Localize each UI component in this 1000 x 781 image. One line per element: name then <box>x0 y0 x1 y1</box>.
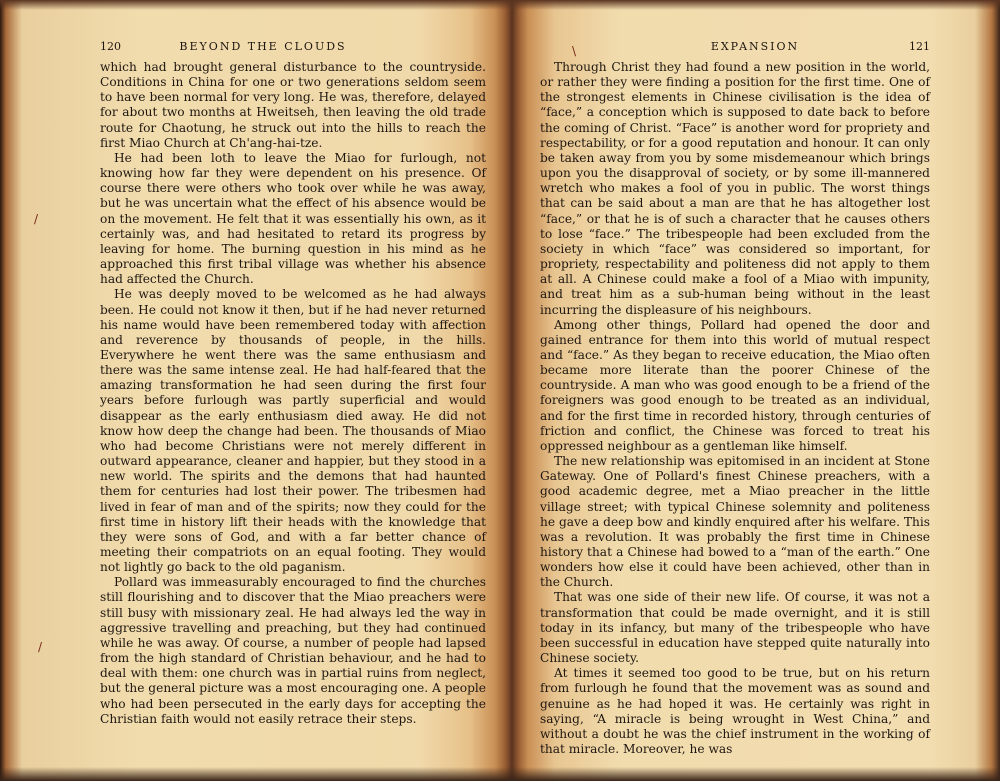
paragraph: Pollard was immeasurably encouraged to find the churches still flourishing and to discover that the Miao preachers were still busy with missionary zeal. He had always led the way in aggressive travelling and preaching, but they had continued while he was away. Of course, a number of people had lapsed from the high standard of Christian behaviour, and he had to deal with them: one church was in partial ruins from neglect, but the general picture was a most encouraging one. A people who had been persecuted in the early days for accepting the Christian faith would not easily retrace their steps. <box>100 575 486 726</box>
paragraph: The new relationship was epitomised in an incident at Stone Gateway. One of Pollard's finest Chinese preachers, with a good academic degree, met a Miao preacher in the little village street; with typical Chinese solemnity and politeness he gave a deep bow and kindly enquired after his welfare. This was a revolution. It was probably the first time in Chinese history that a Chinese had bowed to a “man of the earth.” One wonders how else it could have been achieved, other than in the Church. <box>540 454 930 590</box>
paragraph: Through Christ they had found a new position in the world, or rather they were finding a position for the first time. One of the strongest elements in Chinese civilisation is the idea of “face,” a conception which is supposed to date back to before the coming of Christ. “Face” is another word for propriety and respectability, or for a good reputation and honour. It can only be taken away from you by some misdemeanour which brings upon you the disapproval of society, or by some ill-mannered wretch who makes a fool of you in public. The worst things that can be said about a man are that he has altogether lost “face,” or that he is of such a character that he causes others to lose “face.” The tribespeople had been excluded from the society in which “face” was considered so important, for propriety, respectability and politeness did not apply to them at all. A Chinese could make a fool of a Miao with impunity, and treat him as a sub-human being without in the least incurring the displeasure of his neighbours. <box>540 60 930 317</box>
paragraph: which had brought general disturbance to the countryside. Conditions in China for one or two generations seldom seem to have been normal for very long. He was, therefore, delayed for about two months at Hweitseh, then leaving the old trade route for Chaotung, he struck out into the hills to reach the first Miao Church at Ch'ang-hai-tze. <box>100 60 486 150</box>
running-head: EXPANSION <box>710 40 800 53</box>
running-head: BEYOND THE CLOUDS <box>179 40 347 53</box>
margin-mark: \ <box>572 44 577 58</box>
right-body <box>540 60 930 757</box>
right-header <box>540 40 930 54</box>
paragraph: At times it seemed too good to be true, but on his return from furlough he found that the movement was as sound and genuine as he had hoped it was. He certainly was right in saying, “A miracle is being wrought in West China,” and without a doubt he was the chief instrument in the working of that miracle. Moreover, he was <box>540 666 930 757</box>
top-shadow <box>0 0 1000 10</box>
right-page <box>540 40 930 757</box>
paragraph: He had been loth to leave the Miao for furlough, not knowing how far they were dependent on his presence. Of course there were others who took over while he was away, but he was uncertain what the effect of his absence would be on the movement. He felt that it was essentially his own, as it certainly was, and had hesitated to retard its progress by leaving for home. The burning question in his mind as he approached this first tribal village was whether his absence had affected the Church. <box>100 150 486 287</box>
paragraph: He was deeply moved to be welcomed as he had always been. He could not know it then, but if he had never returned his name would have been remembered today with affection and reverence by thousands of people, in the hills. Everywhere he went there was the same enthusiasm and there was the same intense zeal. He had half-feared that the amazing transformation he had seen during the first four years before furlough was partly superficial and would disappear as the early enthusiasm died away. He did not know how deep the change had been. The thousands of Miao who had become Christians were not merely different in outward appearance, cleaner and happier, but they stood in a new world. The spirits and the demons that had haunted them for centuries had lost their power. The tribesmen had lived in fear of man and of the spirits; now they could for the first time in history lift their heads with the knowledge that they were sons of God, and with a far better chance of meeting their compatriots on an equal footing. They would not lightly go back to the old paganism. <box>100 287 486 575</box>
paragraph: Among other things, Pollard had opened the door and gained entrance for them into this world of mutual respect and “face.” As they began to receive education, the Miao often became more literate than the poorer Chinese of the countryside. A man who was good enough to be a friend of the foreigners was good enough to be treated as an individual, and for the first time in recorded history, through centuries of friction and conflict, the Chinese was forced to treat his oppressed neighbour as a gentleman like himself. <box>540 317 930 453</box>
left-page <box>100 40 486 727</box>
margin-mark: / <box>38 640 43 654</box>
left-header <box>100 40 486 54</box>
page-number: 120 <box>100 40 121 53</box>
margin-mark: / <box>34 212 39 226</box>
left-body <box>100 60 486 727</box>
paragraph: That was one side of their new life. Of course, it was not a transformation that could be made overnight, and it is still today in its infancy, but many of the tribespeople who have been successful in education have stepped quite naturally into Chinese society. <box>540 590 930 666</box>
bottom-shadow <box>0 767 1000 781</box>
page-number: 121 <box>909 40 930 53</box>
